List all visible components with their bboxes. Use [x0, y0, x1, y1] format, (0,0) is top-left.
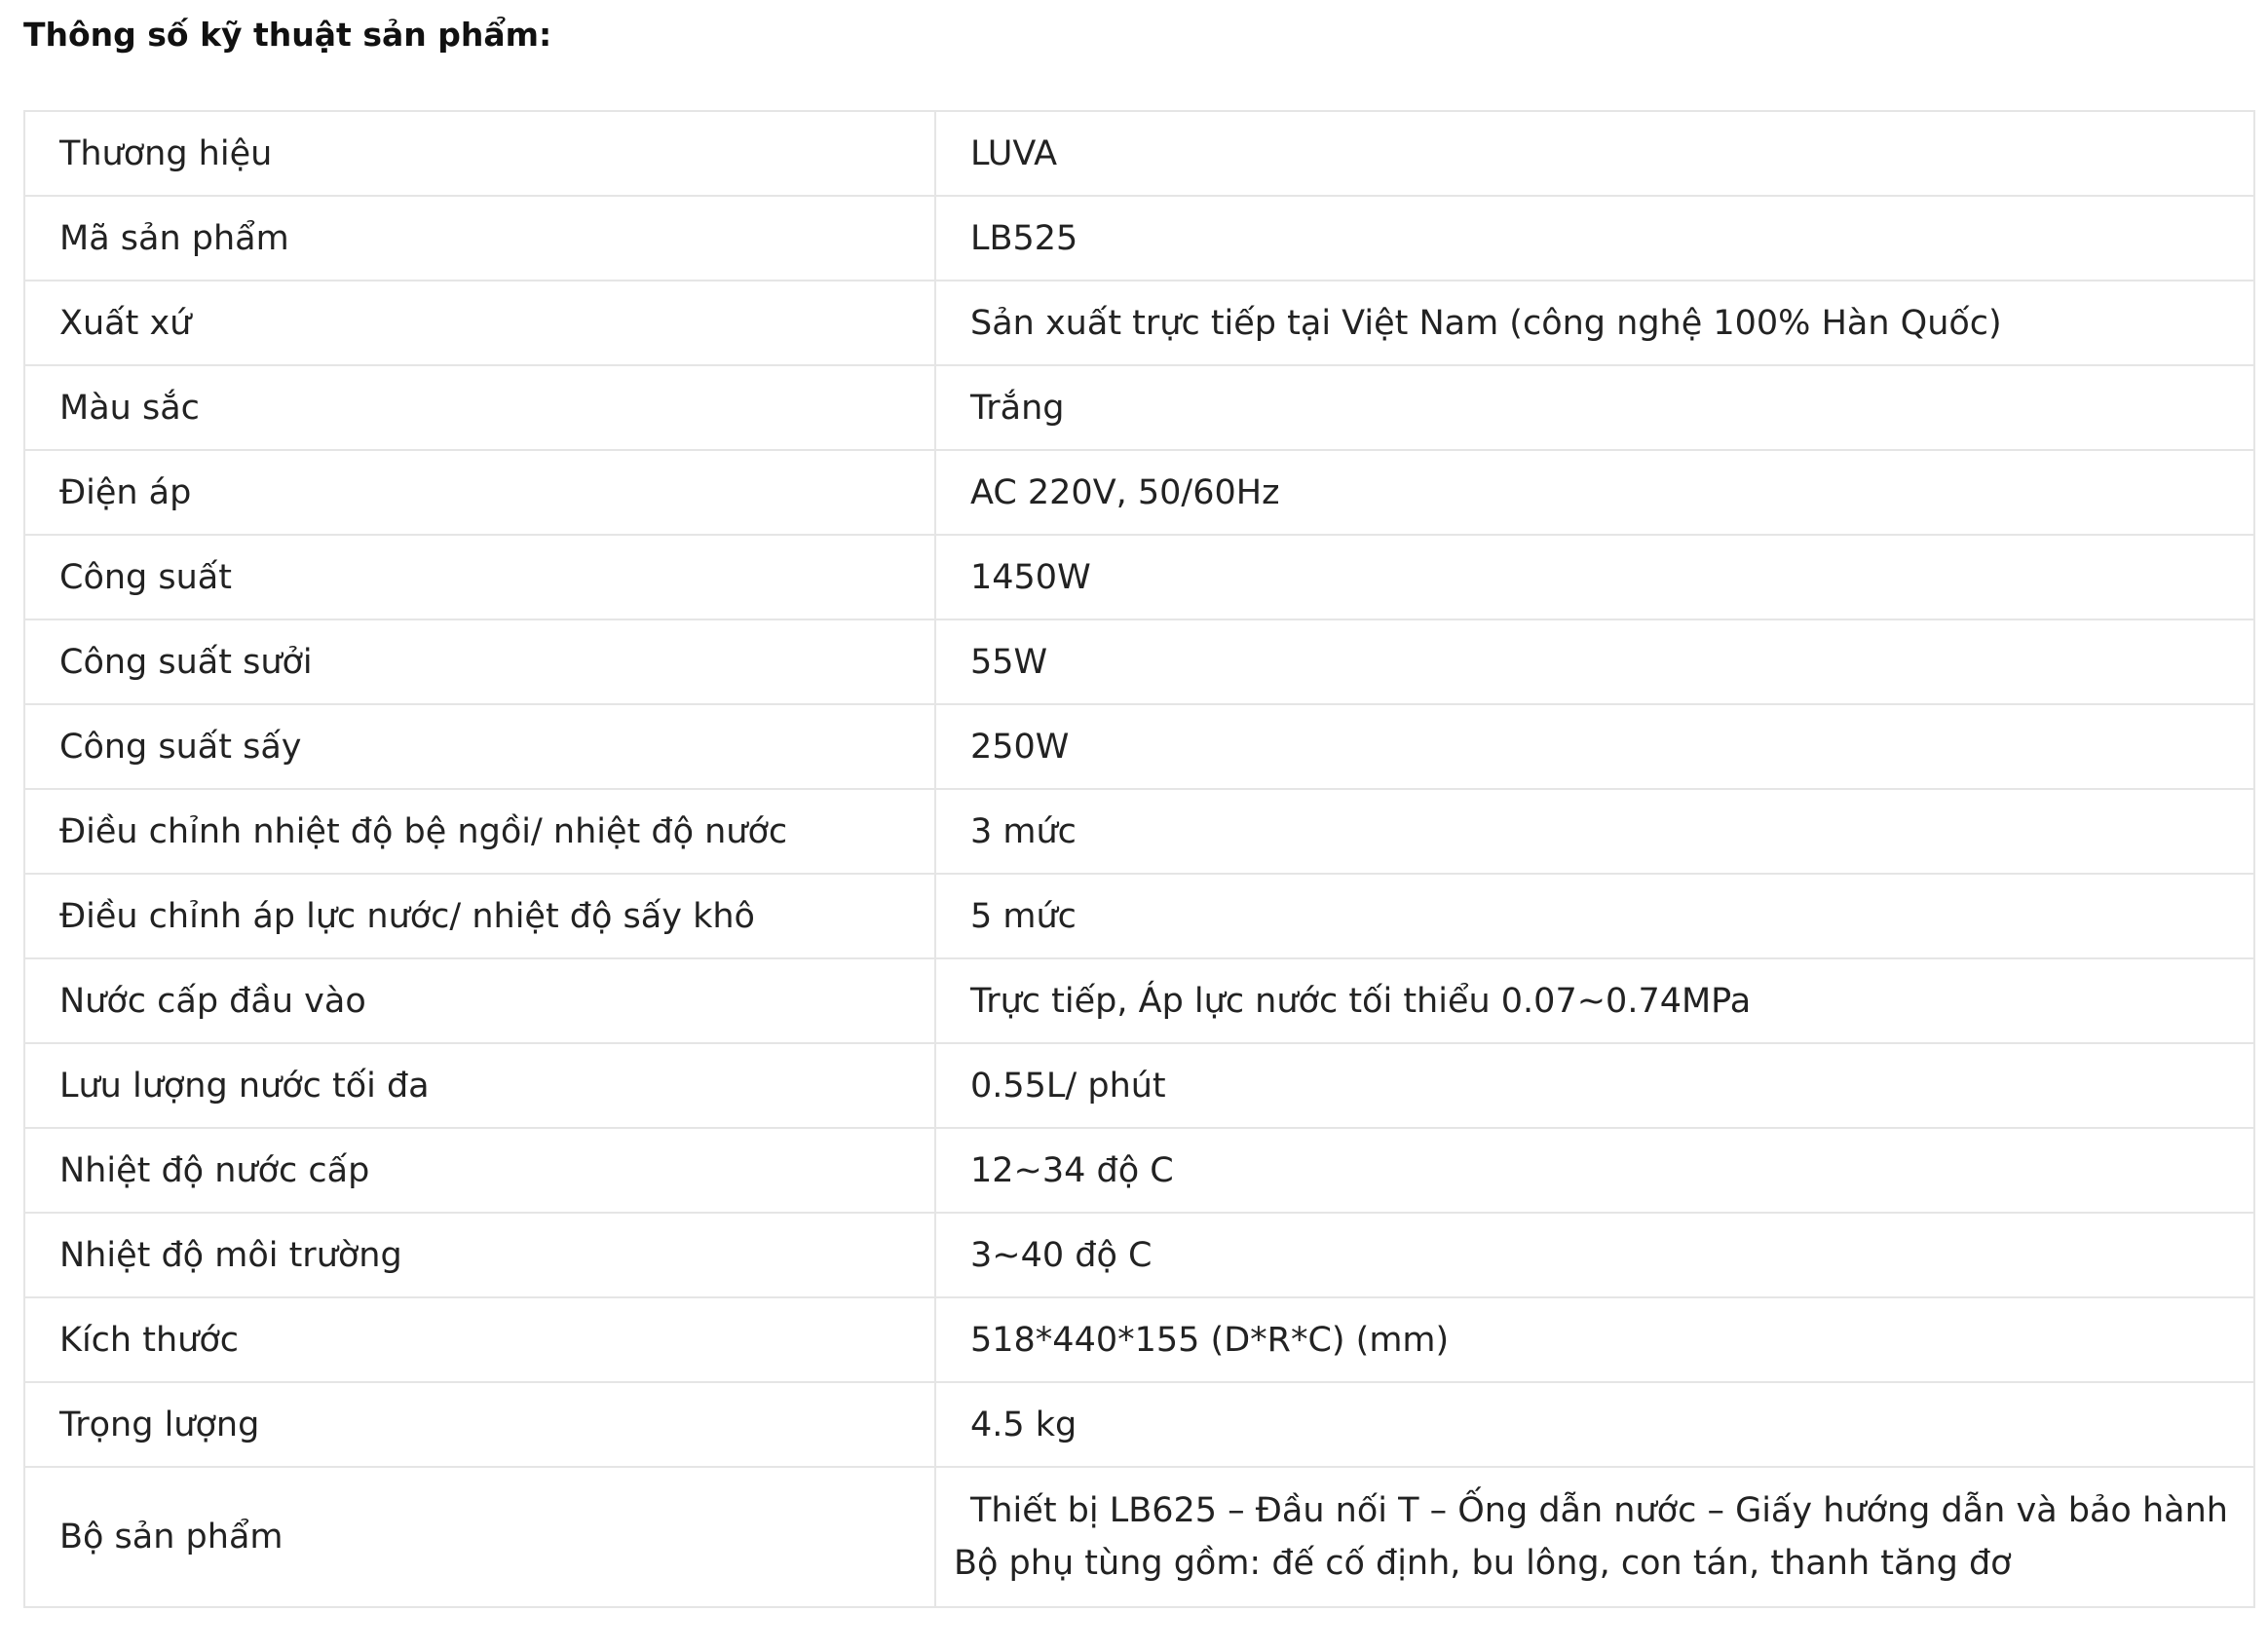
spec-label: Điều chỉnh áp lực nước/ nhiệt độ sấy khô — [24, 874, 935, 958]
spec-value: 3 mức — [935, 789, 2254, 874]
spec-value: AC 220V, 50/60Hz — [935, 450, 2254, 535]
spec-label: Trọng lượng — [24, 1382, 935, 1467]
spec-row-dimensions — [24, 1297, 2254, 1382]
spec-value: 12~34 độ C — [935, 1128, 2254, 1213]
spec-label: Lưu lượng nước tối đa — [24, 1043, 935, 1128]
spec-row-water-pressure — [24, 874, 2254, 958]
spec-label: Nước cấp đầu vào — [24, 958, 935, 1043]
spec-row-color — [24, 365, 2254, 450]
spec-row-water-temp — [24, 1128, 2254, 1213]
spec-label: Mã sản phẩm — [24, 196, 935, 281]
spec-value — [935, 1467, 2254, 1607]
spec-row-seat-temp — [24, 789, 2254, 874]
spec-label: Thương hiệu — [24, 111, 935, 196]
spec-row-weight — [24, 1382, 2254, 1467]
spec-value: LUVA — [935, 111, 2254, 196]
spec-row-brand — [24, 111, 2254, 196]
spec-label: Bộ sản phẩm — [24, 1467, 935, 1607]
spec-label: Màu sắc — [24, 365, 935, 450]
spec-label: Công suất sưởi — [24, 619, 935, 704]
spec-row-max-flow — [24, 1043, 2254, 1128]
spec-row-package — [24, 1467, 2254, 1607]
spec-table — [23, 110, 2255, 1608]
spec-value: Trực tiếp, Áp lực nước tối thiểu 0.07~0.74MPa — [935, 958, 2254, 1043]
spec-label: Nhiệt độ nước cấp — [24, 1128, 935, 1213]
section-heading: Thông số kỹ thuật sản phẩm: — [23, 16, 552, 54]
spec-label: Nhiệt độ môi trường — [24, 1213, 935, 1297]
spec-value: 0.55L/ phút — [935, 1043, 2254, 1128]
spec-value: Trắng — [935, 365, 2254, 450]
spec-row-water-inlet — [24, 958, 2254, 1043]
spec-label: Điều chỉnh nhiệt độ bệ ngồi/ nhiệt độ nước — [24, 789, 935, 874]
spec-value: 250W — [935, 704, 2254, 789]
spec-value: 1450W — [935, 535, 2254, 619]
spec-label: Xuất xứ — [24, 281, 935, 365]
spec-row-power — [24, 535, 2254, 619]
spec-value: 3~40 độ C — [935, 1213, 2254, 1297]
package-line-2: Bộ phụ tùng gồm: đế cố định, bu lông, con tán, thanh tăng đơ — [954, 1544, 2012, 1583]
spec-label: Điện áp — [24, 450, 935, 535]
spec-row-voltage — [24, 450, 2254, 535]
spec-row-origin — [24, 281, 2254, 365]
spec-label: Công suất — [24, 535, 935, 619]
spec-row-heating-power — [24, 619, 2254, 704]
spec-value: 4.5 kg — [935, 1382, 2254, 1467]
spec-value: 55W — [935, 619, 2254, 704]
spec-row-model — [24, 196, 2254, 281]
spec-value: Sản xuất trực tiếp tại Việt Nam (công nghệ 100% Hàn Quốc) — [935, 281, 2254, 365]
package-line-1: Thiết bị LB625 – Đầu nối T – Ống dẫn nước – Giấy hướng dẫn và bảo hành — [970, 1491, 2228, 1530]
spec-row-drying-power — [24, 704, 2254, 789]
spec-value: 5 mức — [935, 874, 2254, 958]
spec-row-ambient-temp — [24, 1213, 2254, 1297]
spec-value: 518*440*155 (D*R*C) (mm) — [935, 1297, 2254, 1382]
spec-value: LB525 — [935, 196, 2254, 281]
spec-label: Kích thước — [24, 1297, 935, 1382]
spec-table-body — [24, 111, 2254, 1607]
spec-label: Công suất sấy — [24, 704, 935, 789]
